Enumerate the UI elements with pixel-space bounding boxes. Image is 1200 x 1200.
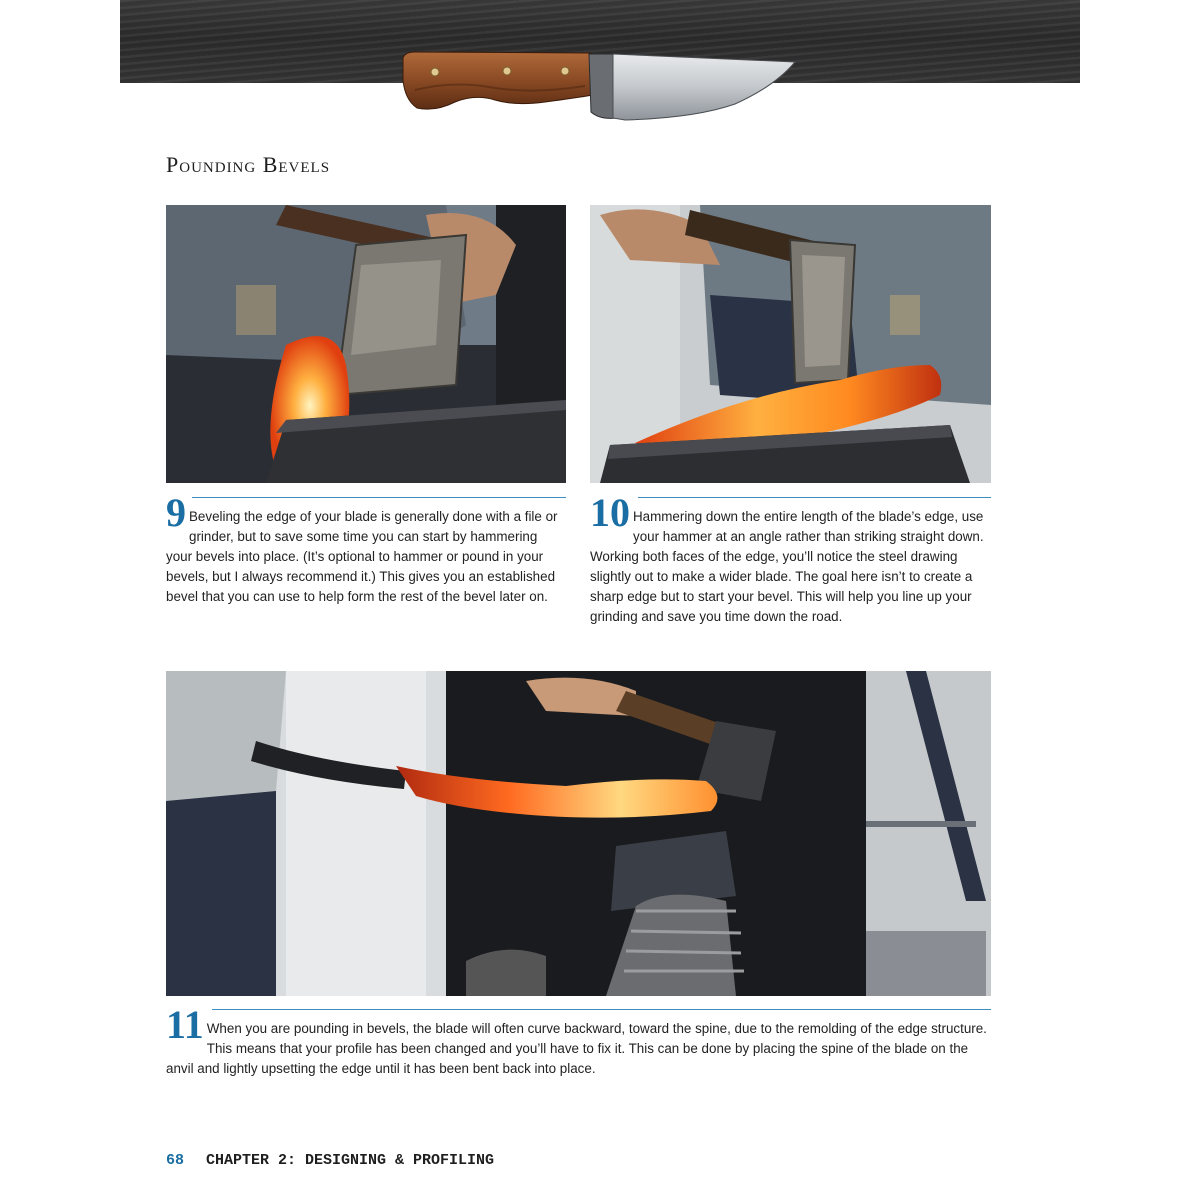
step-9	[166, 490, 566, 607]
step-number: 9	[166, 490, 186, 535]
step-10	[590, 490, 991, 627]
photo-step-9	[166, 205, 566, 483]
step-number: 10	[590, 490, 630, 535]
section-title: Pounding Bevels	[166, 152, 331, 177]
chapter-title: CHAPTER 2: DESIGNING & PROFILING	[206, 1152, 495, 1169]
photo-step-11	[166, 671, 991, 996]
step-text: When you are pounding in bevels, the blade will often curve backward, toward the spine, due to the remolding of the edge structure. This means that your profile has been changed and you’ll have to fix it. This can be done by placing the spine of the blade on the anvil and lightly upsetting the edge until it has been bent back into place.	[166, 1021, 987, 1076]
photo-step-10	[590, 205, 991, 483]
step-11	[166, 1002, 991, 1079]
page-number: 68	[166, 1152, 185, 1169]
step-number: 11	[166, 1002, 204, 1047]
step-text: Beveling the edge of your blade is generally done with a file or grinder, but to save some time you can start by hammering your bevels into place. (It’s optional to hammer or pound in your bevels, but I always recommend it.) This gives you an established bevel that you can use to help form the rest of the bevel later on.	[166, 509, 558, 604]
page-footer	[166, 1152, 494, 1169]
step-text: Hammering down the entire length of the blade’s edge, use your hammer at an angle rather than striking straight down. Working both faces of the edge, you’ll notice the steel drawing slightly out to make a wider blade. The goal here isn’t to create a sharp edge but to start your bevel. This will help you line up your grinding and save you time down the road.	[590, 509, 984, 624]
knife-illustration	[395, 40, 815, 130]
